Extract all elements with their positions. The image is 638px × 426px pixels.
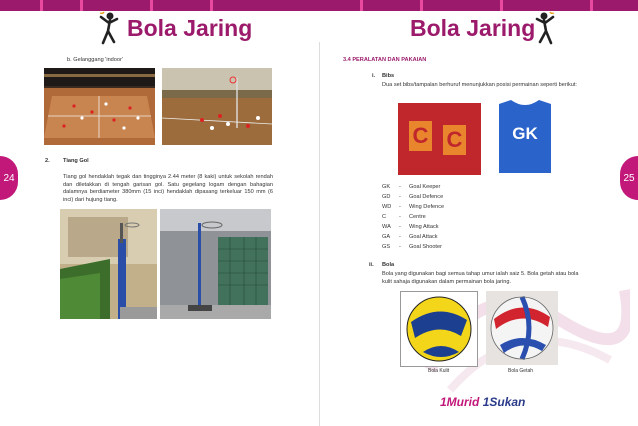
top-banner-stripe — [0, 0, 638, 11]
footer-logo-part-2: 1Sukan — [482, 395, 526, 409]
ball-caption-rubber: Bola Getah — [508, 368, 534, 374]
footer-logo — [440, 395, 525, 409]
page-number-left: 24 — [3, 172, 15, 184]
netball-player-icon-left — [96, 11, 122, 45]
item-ii-number: ii. — [369, 262, 374, 268]
bibs-photo-blue — [497, 100, 553, 173]
bib-letter-gk: GK — [512, 124, 538, 143]
footer-logo-part-1: 1Murid — [440, 395, 480, 409]
section-3-4-heading: 3.4 PERALATAN DAN PAKAIAN — [343, 57, 427, 63]
positions-list — [382, 184, 502, 254]
section-2-body: Tiang gol hendaklah tegak dan tingginya 2.44 meter (8 kaki) untuk sekolah rendah dan diletakkan di tengah garisan gol. Satu gegelang logam dengan bahagian dalamnya berdiameter 380mm (15 inci) hendaklah dipasang terkeluar 150 mm (6 inci) dari hujung tiang. — [63, 174, 273, 203]
position-row: C - Centre — [382, 214, 426, 220]
page-spine — [319, 42, 320, 426]
page-number-tab-right — [620, 156, 638, 200]
page-number-tab-left — [0, 156, 18, 200]
position-row: GK - Goal Keeper — [382, 184, 441, 190]
ball-caption-leather: Bola Kulit — [428, 368, 450, 374]
goal-post-photo-1 — [60, 209, 157, 319]
item-ii-body: Bola yang digunakan bagi semua tahap umur ialah saiz 5. Bola getah atau bola kulit sahaja digunakan dalam permainan bola jaring. — [382, 271, 579, 285]
bib-patch-c-2 — [443, 125, 466, 155]
bib-letter-2: C — [446, 127, 463, 152]
goal-post-photo-2 — [160, 209, 271, 319]
item-i-body: Dua set bibs/tampalan berhuruf menunjukkan posisi permainan seperti berikut: — [382, 82, 577, 88]
position-row: WA - Wing Attack — [382, 224, 439, 230]
item-i-title: Bibs — [382, 73, 395, 79]
header-title-left: Bola Jaring — [127, 15, 253, 41]
ball-photo-leather — [400, 291, 478, 367]
position-row: GS - Goal Shooter — [382, 244, 442, 250]
position-row: GA - Goal Attack — [382, 234, 438, 240]
indoor-court-photo-2 — [162, 68, 272, 145]
item-i-number: i. — [372, 73, 376, 79]
section-2-title: Tiang Gol — [63, 158, 89, 164]
bib-letter-1: C — [412, 123, 429, 148]
indoor-court-photo-1 — [44, 68, 155, 145]
position-row: WD - Wing Defence — [382, 204, 445, 210]
position-row: GD - Goal Defence — [382, 194, 444, 200]
bibs-photo-red — [398, 103, 481, 175]
bib-patch-c-1 — [409, 121, 432, 151]
section-2-number: 2. — [45, 158, 50, 164]
netball-player-icon-right — [532, 11, 558, 45]
caption-indoor-court: b. Gelanggang 'indoor' — [67, 57, 123, 63]
item-ii-title: Bola — [382, 262, 395, 268]
header-title-right: Bola Jaring — [410, 15, 536, 41]
page-number-right: 25 — [623, 172, 635, 184]
ball-photo-rubber — [486, 291, 558, 365]
